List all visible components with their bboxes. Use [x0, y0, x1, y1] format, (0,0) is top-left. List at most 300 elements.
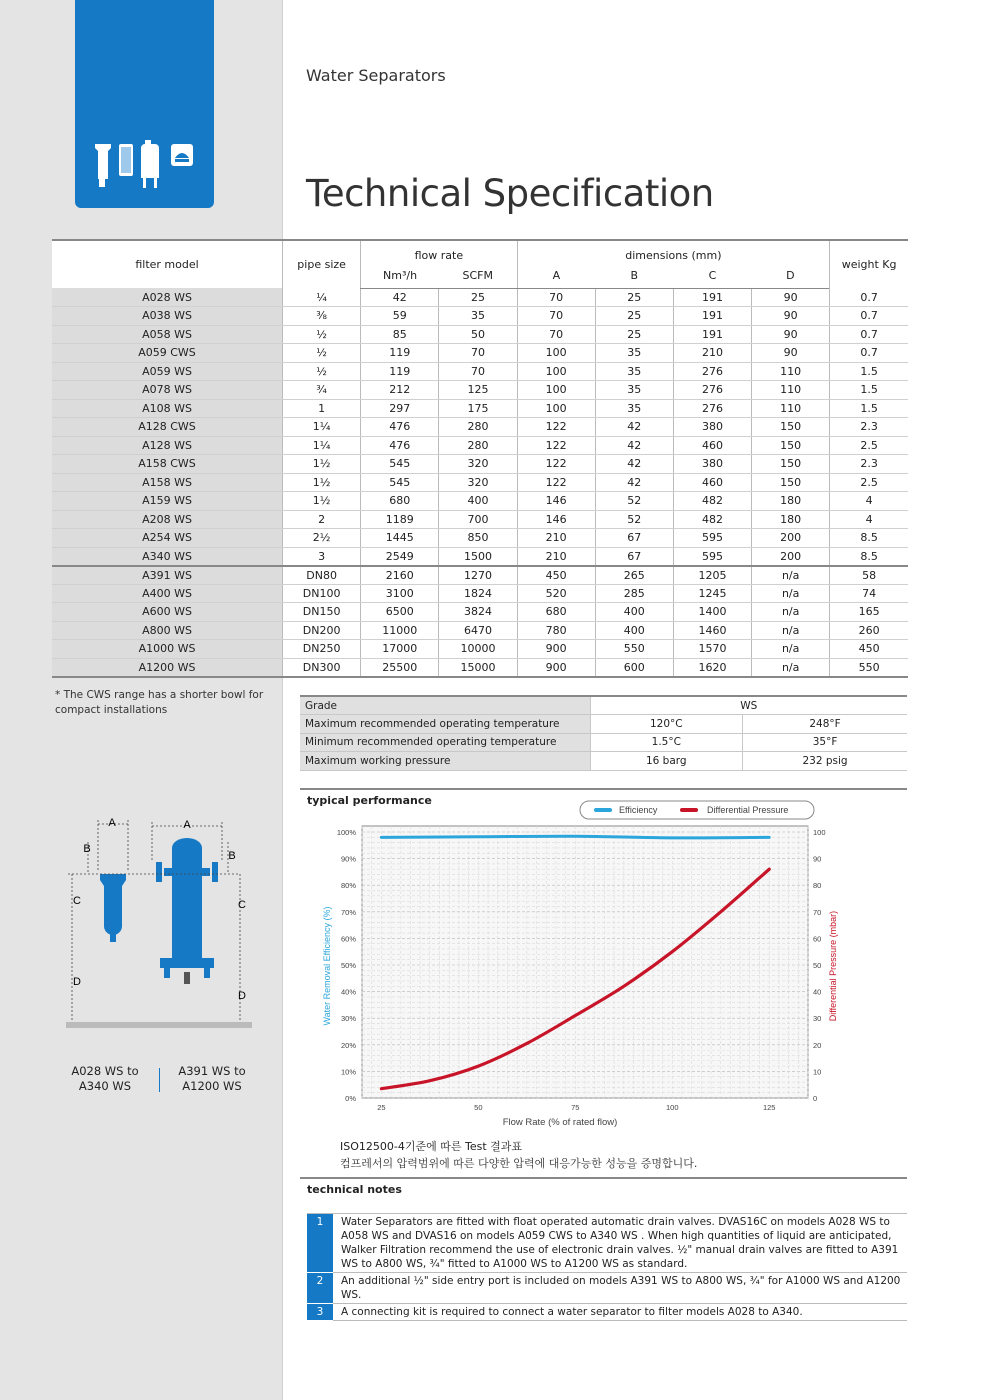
cell-dim-d: 180 — [752, 492, 830, 511]
spec-row — [52, 307, 908, 326]
section-kicker: Water Separators — [306, 66, 446, 85]
cell-dim-d: 90 — [752, 325, 830, 344]
grade-row-metric: 16 barg — [590, 752, 743, 771]
diagram-letter-a: A — [183, 819, 191, 831]
legend-pressure: Differential Pressure — [707, 805, 789, 815]
spec-row — [52, 288, 908, 307]
cell-dim-c: 1400 — [673, 603, 751, 622]
header-filter-model: filter model — [52, 240, 283, 288]
note-text: An additional ½" side entry port is included on models A391 WS to A800 WS, ¾" for A1000 WS and A1200 WS. — [333, 1273, 907, 1304]
cell-dim-a: 680 — [517, 603, 595, 622]
cell-dim-b: 42 — [595, 473, 673, 492]
cell-dim-c: 1460 — [673, 621, 751, 640]
diagram-letter-d: D — [73, 976, 81, 988]
cell-flow-nm3h: 2160 — [361, 566, 439, 585]
cell-flow-nm3h: 11000 — [361, 621, 439, 640]
grade-row-label: Minimum recommended operating temperature — [300, 733, 590, 752]
cell-dim-b: 42 — [595, 436, 673, 455]
dimension-lines — [68, 820, 240, 1022]
spec-row — [52, 492, 908, 511]
spec-row — [52, 547, 908, 566]
x-tick-label: 25 — [377, 1103, 386, 1112]
note-row — [307, 1273, 907, 1304]
cell-model: A1000 WS — [52, 640, 283, 659]
cell-dim-a: 520 — [517, 584, 595, 603]
grade-row-label: Maximum working pressure — [300, 752, 590, 771]
cell-flow-scfm: 1270 — [439, 566, 517, 585]
legend-efficiency: Efficiency — [619, 805, 658, 815]
grade-row-imperial: 232 psig — [743, 752, 907, 771]
cell-dim-a: 780 — [517, 621, 595, 640]
cell-flow-nm3h: 545 — [361, 455, 439, 474]
cell-flow-nm3h: 1189 — [361, 510, 439, 529]
grade-row-imperial: 248°F — [743, 715, 907, 734]
spec-table — [52, 239, 908, 678]
cell-dim-d: 200 — [752, 547, 830, 566]
spec-row — [52, 455, 908, 474]
grade-table — [300, 695, 907, 771]
cell-pipe-size: DN150 — [283, 603, 361, 622]
spec-row — [52, 566, 908, 585]
diagram-letter-c: C — [238, 899, 246, 911]
small-separator-shape — [100, 874, 126, 942]
legend-swatch-pressure — [680, 808, 698, 812]
spec-row — [52, 325, 908, 344]
spec-row — [52, 658, 908, 677]
y2-tick-label: 10 — [813, 1067, 822, 1077]
cell-dim-c: 482 — [673, 492, 751, 511]
cell-model: A1200 WS — [52, 658, 283, 677]
cell-model: A058 WS — [52, 325, 283, 344]
cell-weight: 8.5 — [830, 547, 908, 566]
cell-dim-a: 900 — [517, 640, 595, 659]
y2-tick-label: 20 — [813, 1040, 822, 1050]
grade-row-imperial: 35°F — [743, 733, 907, 752]
header-pipe-size: pipe size — [283, 240, 361, 288]
cell-flow-nm3h: 119 — [361, 344, 439, 363]
cell-pipe-size: 2 — [283, 510, 361, 529]
y2-tick-label: 70 — [813, 907, 822, 917]
cell-dim-a: 122 — [517, 418, 595, 437]
cell-dim-a: 210 — [517, 529, 595, 548]
cell-model: A158 WS — [52, 473, 283, 492]
cell-pipe-size: DN250 — [283, 640, 361, 659]
cell-weight: 1.5 — [830, 381, 908, 400]
spec-row — [52, 436, 908, 455]
cell-model: A038 WS — [52, 307, 283, 326]
filter-products-icon — [93, 138, 197, 190]
cell-pipe-size: ½ — [283, 325, 361, 344]
y-tick-label: 70% — [340, 907, 356, 917]
cell-flow-nm3h: 2549 — [361, 547, 439, 566]
cell-dim-b: 52 — [595, 510, 673, 529]
cell-dim-a: 122 — [517, 473, 595, 492]
y-axis-label: Water Removal Efficiency (%) — [322, 906, 332, 1026]
header-dim-b: B — [595, 264, 673, 288]
cell-dim-b: 25 — [595, 307, 673, 326]
y2-tick-label: 30 — [813, 1014, 822, 1024]
cell-pipe-size: 1¼ — [283, 436, 361, 455]
cell-dim-a: 900 — [517, 658, 595, 677]
notes-table — [307, 1213, 907, 1321]
spec-row — [52, 381, 908, 400]
performance-chart — [300, 798, 907, 1138]
cell-dim-b: 400 — [595, 603, 673, 622]
cell-weight: 165 — [830, 603, 908, 622]
note-row — [307, 1214, 907, 1273]
grade-row-metric: 1.5°C — [590, 733, 743, 752]
y-tick-label: 0% — [345, 1094, 356, 1103]
cell-dim-a: 210 — [517, 547, 595, 566]
cell-model: A128 WS — [52, 436, 283, 455]
cell-pipe-size: 1¼ — [283, 418, 361, 437]
cell-flow-nm3h: 212 — [361, 381, 439, 400]
cell-model: A208 WS — [52, 510, 283, 529]
cell-weight: 0.7 — [830, 307, 908, 326]
cell-dim-c: 595 — [673, 529, 751, 548]
cell-flow-nm3h: 1445 — [361, 529, 439, 548]
cell-flow-scfm: 70 — [439, 362, 517, 381]
y2-tick-label: 90 — [813, 854, 822, 864]
cell-flow-scfm: 280 — [439, 436, 517, 455]
cell-weight: 450 — [830, 640, 908, 659]
cell-dim-d: 110 — [752, 362, 830, 381]
performance-title: typical performance — [307, 794, 432, 807]
cell-flow-scfm: 35 — [439, 307, 517, 326]
chart-legend — [580, 801, 814, 819]
cell-dim-d: 110 — [752, 381, 830, 400]
cell-model: A400 WS — [52, 584, 283, 603]
header-weight: weight Kg — [830, 240, 908, 288]
cell-model: A028 WS — [52, 288, 283, 307]
y-tick-label: 20% — [340, 1040, 356, 1050]
cell-dim-d: 90 — [752, 288, 830, 307]
y-tick-label: 80% — [340, 881, 356, 891]
cell-flow-scfm: 280 — [439, 418, 517, 437]
spec-row — [52, 584, 908, 603]
cell-pipe-size: DN100 — [283, 584, 361, 603]
cell-flow-scfm: 175 — [439, 399, 517, 418]
cell-dim-a: 122 — [517, 436, 595, 455]
cell-weight: 2.3 — [830, 418, 908, 437]
diagram-letter-b: B — [83, 843, 91, 855]
performance-caption-range: 컴프레서의 압력범위에 따른 다양한 압력에 대응가능한 성능을 증명합니다. — [340, 1157, 698, 1170]
y2-tick-label: 60 — [813, 934, 822, 944]
cell-weight: 0.7 — [830, 325, 908, 344]
grade-value: WS — [590, 696, 907, 715]
cell-flow-scfm: 1824 — [439, 584, 517, 603]
y2-tick-label: 0 — [813, 1094, 818, 1103]
note-number: 1 — [307, 1214, 333, 1273]
cell-dim-a: 100 — [517, 362, 595, 381]
cell-flow-scfm: 320 — [439, 455, 517, 474]
cell-pipe-size: ⅜ — [283, 307, 361, 326]
cell-dim-d: 110 — [752, 399, 830, 418]
note-row — [307, 1304, 907, 1321]
cell-model: A059 WS — [52, 362, 283, 381]
y-tick-label: 50% — [340, 961, 356, 970]
cell-dim-b: 52 — [595, 492, 673, 511]
cell-dim-b: 35 — [595, 362, 673, 381]
notes-rule — [300, 1177, 907, 1179]
cell-weight: 2.5 — [830, 473, 908, 492]
cell-flow-scfm: 1500 — [439, 547, 517, 566]
diagram-label-large: A391 WS to A1200 WS — [178, 1064, 246, 1093]
cell-pipe-size: DN200 — [283, 621, 361, 640]
cell-flow-scfm: 400 — [439, 492, 517, 511]
cell-flow-scfm: 25 — [439, 288, 517, 307]
y-tick-label: 60% — [340, 934, 356, 944]
cell-dim-b: 550 — [595, 640, 673, 659]
cell-weight: 4 — [830, 510, 908, 529]
cell-weight: 2.5 — [830, 436, 908, 455]
cell-dim-b: 25 — [595, 325, 673, 344]
cell-flow-nm3h: 545 — [361, 473, 439, 492]
spec-row — [52, 621, 908, 640]
cell-dim-d: 200 — [752, 529, 830, 548]
legend-swatch-efficiency — [594, 808, 612, 812]
cell-pipe-size: 1 — [283, 399, 361, 418]
cell-weight: 74 — [830, 584, 908, 603]
cell-dim-c: 380 — [673, 418, 751, 437]
spec-row — [52, 418, 908, 437]
y2-tick-label: 50 — [813, 961, 822, 970]
cell-model: A108 WS — [52, 399, 283, 418]
cell-pipe-size: ¾ — [283, 381, 361, 400]
spec-row — [52, 399, 908, 418]
cell-flow-scfm: 850 — [439, 529, 517, 548]
spec-row — [52, 510, 908, 529]
y2-axis-label: Differential Pressure (mbar) — [828, 910, 838, 1022]
cell-dim-d: n/a — [752, 640, 830, 659]
cell-dim-a: 450 — [517, 566, 595, 585]
cell-dim-d: n/a — [752, 584, 830, 603]
cell-dim-a: 100 — [517, 344, 595, 363]
cell-flow-scfm: 15000 — [439, 658, 517, 677]
cell-model: A159 WS — [52, 492, 283, 511]
cell-model: A158 CWS — [52, 455, 283, 474]
cell-dim-c: 380 — [673, 455, 751, 474]
product-logo-box — [75, 0, 214, 208]
note-text: Water Separators are fitted with float operated automatic drain valves. DVAS16C on models A028 WS to A058 WS and DVAS16 on models A059 CWS to A340 WS . When high quantities of liquid are anticipated, Walker Filtration recommend the use of electronic drain valves. ½" manual drain valves are fitted to A391 WS to A800 WS, ¾" fitted to A1000 WS to A1200 WS as standard. — [333, 1214, 907, 1273]
cell-weight: 1.5 — [830, 399, 908, 418]
cell-dim-b: 600 — [595, 658, 673, 677]
cell-flow-nm3h: 3100 — [361, 584, 439, 603]
cell-flow-nm3h: 476 — [361, 418, 439, 437]
cell-dim-c: 191 — [673, 325, 751, 344]
x-tick-label: 100 — [666, 1103, 679, 1112]
cell-dim-c: 1620 — [673, 658, 751, 677]
note-text: A connecting kit is required to connect a water separator to filter models A028 to A340. — [333, 1304, 907, 1321]
y-tick-label: 30% — [340, 1014, 356, 1024]
cell-dim-c: 276 — [673, 399, 751, 418]
cell-dim-c: 460 — [673, 473, 751, 492]
cell-flow-nm3h: 297 — [361, 399, 439, 418]
cell-dim-b: 67 — [595, 547, 673, 566]
cell-dim-d: 90 — [752, 307, 830, 326]
spec-row — [52, 603, 908, 622]
cell-dim-d: 150 — [752, 473, 830, 492]
y2-tick-label: 100 — [813, 828, 826, 837]
cell-dim-a: 70 — [517, 288, 595, 307]
y-tick-label: 40% — [340, 987, 356, 997]
cell-dim-d: n/a — [752, 658, 830, 677]
cell-dim-a: 100 — [517, 399, 595, 418]
cell-model: A128 CWS — [52, 418, 283, 437]
grade-label: Grade — [300, 696, 590, 715]
header-flow-rate: flow rate — [361, 240, 517, 264]
cell-pipe-size: 3 — [283, 547, 361, 566]
cell-pipe-size: ½ — [283, 362, 361, 381]
cell-weight: 0.7 — [830, 344, 908, 363]
spec-row — [52, 362, 908, 381]
cell-weight: 0.7 — [830, 288, 908, 307]
cell-dim-b: 42 — [595, 418, 673, 437]
cell-dim-a: 70 — [517, 325, 595, 344]
performance-rule — [300, 788, 907, 790]
cell-dim-c: 1245 — [673, 584, 751, 603]
cell-pipe-size: DN80 — [283, 566, 361, 585]
cell-dim-b: 67 — [595, 529, 673, 548]
header-nm3h: Nm³/h — [361, 264, 439, 288]
y2-tick-label: 80 — [813, 881, 822, 891]
cell-weight: 550 — [830, 658, 908, 677]
cell-flow-nm3h: 680 — [361, 492, 439, 511]
cell-dim-c: 460 — [673, 436, 751, 455]
spec-row — [52, 640, 908, 659]
cell-dim-c: 595 — [673, 547, 751, 566]
cell-dim-b: 285 — [595, 584, 673, 603]
cell-model: A340 WS — [52, 547, 283, 566]
cell-flow-nm3h: 25500 — [361, 658, 439, 677]
cell-weight: 1.5 — [830, 362, 908, 381]
x-tick-label: 75 — [571, 1103, 580, 1112]
cell-dim-c: 191 — [673, 307, 751, 326]
cell-dim-a: 146 — [517, 510, 595, 529]
cell-flow-scfm: 125 — [439, 381, 517, 400]
cell-flow-scfm: 10000 — [439, 640, 517, 659]
cell-dim-b: 35 — [595, 381, 673, 400]
header-dim-d: D — [752, 264, 830, 288]
spec-row — [52, 344, 908, 363]
cell-flow-nm3h: 119 — [361, 362, 439, 381]
cell-dim-b: 35 — [595, 399, 673, 418]
cell-model: A800 WS — [52, 621, 283, 640]
cell-pipe-size: DN300 — [283, 658, 361, 677]
cell-dim-c: 191 — [673, 288, 751, 307]
cell-dim-a: 146 — [517, 492, 595, 511]
x-tick-label: 50 — [474, 1103, 483, 1112]
notes-title: technical notes — [307, 1183, 402, 1196]
cell-dim-d: 150 — [752, 455, 830, 474]
cell-pipe-size: 2½ — [283, 529, 361, 548]
cell-weight: 4 — [830, 492, 908, 511]
cell-dim-c: 1205 — [673, 566, 751, 585]
cell-dim-c: 276 — [673, 362, 751, 381]
header-dimensions: dimensions (mm) — [517, 240, 830, 264]
y-tick-label: 90% — [340, 854, 356, 864]
note-number: 2 — [307, 1273, 333, 1304]
cell-dim-a: 100 — [517, 381, 595, 400]
large-separator-shape — [156, 838, 218, 984]
cell-dim-d: n/a — [752, 566, 830, 585]
cell-pipe-size: 1½ — [283, 473, 361, 492]
y-tick-label: 100% — [336, 828, 356, 837]
header-scfm: SCFM — [439, 264, 517, 288]
cell-weight: 58 — [830, 566, 908, 585]
diagram-letter-b: B — [228, 850, 236, 862]
cell-dim-d: 90 — [752, 344, 830, 363]
floor-hatch — [66, 1022, 252, 1028]
performance-caption-test: ISO12500-4기준에 따른 Test 결과표 — [340, 1140, 523, 1153]
diagram-letter-d: D — [238, 990, 246, 1002]
cell-model: A391 WS — [52, 566, 283, 585]
diagram-label-small: A028 WS to A340 WS — [71, 1064, 139, 1093]
cell-pipe-size: 1½ — [283, 492, 361, 511]
note-number: 3 — [307, 1304, 333, 1321]
cell-weight: 260 — [830, 621, 908, 640]
diagram-letter-c: C — [73, 895, 81, 907]
y2-tick-label: 40 — [813, 987, 822, 997]
cell-dim-b: 265 — [595, 566, 673, 585]
cell-flow-scfm: 6470 — [439, 621, 517, 640]
cell-dim-d: 150 — [752, 418, 830, 437]
dimension-diagram — [60, 812, 260, 1037]
cell-flow-scfm: 3824 — [439, 603, 517, 622]
cell-dim-c: 276 — [673, 381, 751, 400]
cell-flow-scfm: 70 — [439, 344, 517, 363]
cell-flow-nm3h: 85 — [361, 325, 439, 344]
cell-dim-d: n/a — [752, 603, 830, 622]
cell-flow-nm3h: 42 — [361, 288, 439, 307]
cell-dim-b: 42 — [595, 455, 673, 474]
cell-dim-b: 35 — [595, 344, 673, 363]
spec-row — [52, 473, 908, 492]
diagram-letter-a: A — [108, 817, 116, 829]
grade-row-metric: 120°C — [590, 715, 743, 734]
cell-flow-nm3h: 476 — [361, 436, 439, 455]
x-tick-label: 125 — [762, 1103, 776, 1112]
cell-flow-scfm: 700 — [439, 510, 517, 529]
header-dim-a: A — [517, 264, 595, 288]
cell-weight: 2.3 — [830, 455, 908, 474]
cell-flow-scfm: 320 — [439, 473, 517, 492]
cell-dim-d: 180 — [752, 510, 830, 529]
cell-flow-nm3h: 59 — [361, 307, 439, 326]
diagram-separator — [159, 1068, 160, 1092]
cell-dim-a: 122 — [517, 455, 595, 474]
header-dim-c: C — [673, 264, 751, 288]
cell-dim-c: 1570 — [673, 640, 751, 659]
cell-dim-c: 482 — [673, 510, 751, 529]
cell-pipe-size: ½ — [283, 344, 361, 363]
cell-dim-d: n/a — [752, 621, 830, 640]
y-tick-label: 10% — [340, 1067, 356, 1077]
cell-flow-nm3h: 6500 — [361, 603, 439, 622]
cell-dim-b: 400 — [595, 621, 673, 640]
cell-model: A600 WS — [52, 603, 283, 622]
page-title: Technical Specification — [306, 172, 714, 215]
cell-dim-b: 25 — [595, 288, 673, 307]
cell-pipe-size: ¼ — [283, 288, 361, 307]
cell-flow-nm3h: 17000 — [361, 640, 439, 659]
cell-dim-c: 210 — [673, 344, 751, 363]
cell-dim-a: 70 — [517, 307, 595, 326]
cell-weight: 8.5 — [830, 529, 908, 548]
cell-dim-d: 150 — [752, 436, 830, 455]
cell-model: A254 WS — [52, 529, 283, 548]
cell-model: A059 CWS — [52, 344, 283, 363]
